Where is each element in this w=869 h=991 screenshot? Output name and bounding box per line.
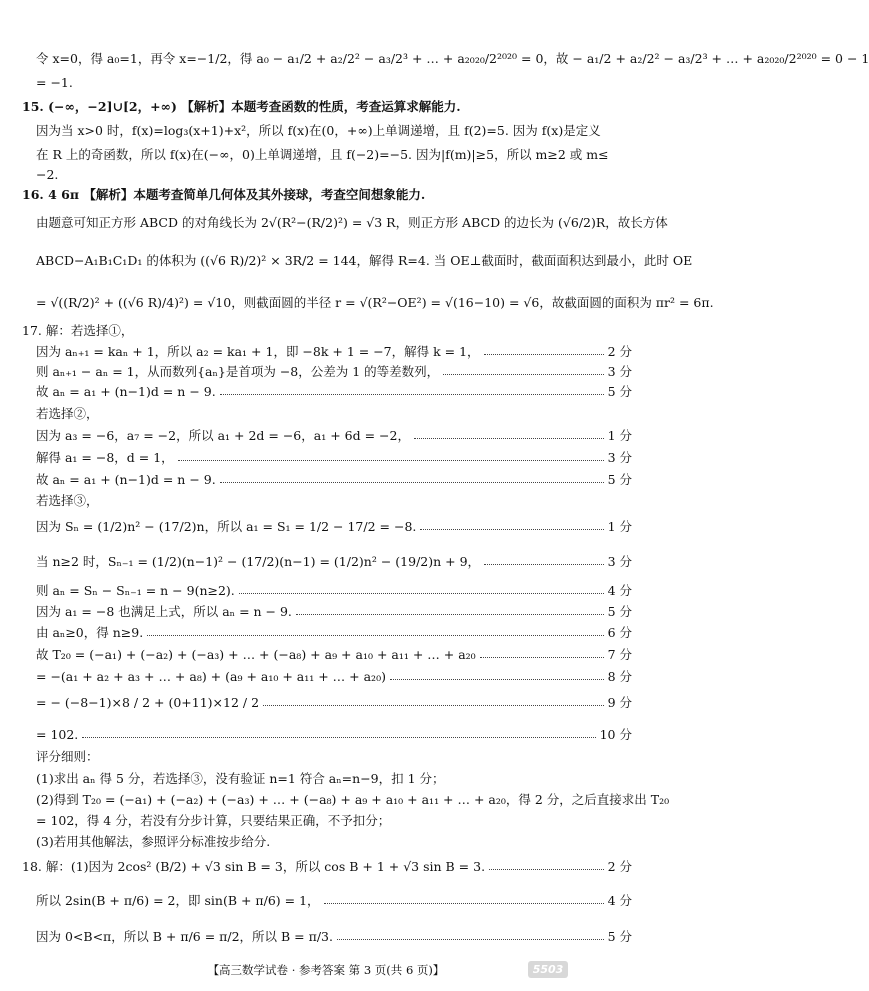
points: 1 分	[607, 519, 632, 534]
line-text: 则 aₙ₊₁ − aₙ = 1，从而数列{aₙ}是首项为 −8，公差为 1 的等差数列，	[36, 364, 440, 379]
leader-dots	[220, 386, 604, 395]
points: 3 分	[607, 554, 632, 569]
leader-dots	[414, 430, 604, 439]
score-line	[36, 449, 632, 467]
line-text: = √((R/2)² + ((√6 R)/4)²) = √10，则截面圆的半径 r = √(R²−OE²) = √(16−10) = √6，故截面圆的面积为 πr² = 6π.	[36, 295, 714, 310]
points: 5 分	[607, 472, 632, 487]
line-text: 15. (−∞，−2]∪[2，+∞) 【解析】本题考查函数的性质，考查运算求解能力.	[22, 99, 461, 114]
line-text: = 102.	[36, 727, 79, 742]
problem-15-line-3	[36, 166, 632, 184]
line-text: 若选择②，	[36, 406, 99, 421]
line-text: 所以 2sin(B + π/6) = 2，即 sin(B + π/6) = 1，	[36, 893, 320, 908]
score-line	[36, 603, 632, 621]
points: 2 分	[607, 859, 632, 874]
grading-note-3	[36, 833, 632, 851]
line-text: ABCD−A₁B₁C₁D₁ 的体积为 ((√6 R)/2)² × 3R/2 = 144，解得 R=4. 当 OE⊥截面时，截面面积达到最小，此时 OE	[36, 253, 693, 268]
line-text: 由题意可知正方形 ABCD 的对角线长为 2√(R²−(R/2)²) = √3 R，则正方形 ABCD 的边长为 (√6/2)R，故长方体	[36, 215, 668, 230]
leader-dots	[489, 861, 604, 870]
line-text: 因为当 x>0 时，f(x)=log₃(x+1)+x²，所以 f(x)在(0，+∞)上单调递增，且 f(2)=5. 因为 f(x)是定义	[36, 123, 601, 138]
line-text: 因为 a₃ = −6，a₇ = −2，所以 a₁ + 2d = −6，a₁ + 6d = −2，	[36, 428, 410, 443]
grading-note-2-cont	[36, 812, 632, 830]
points: 3 分	[607, 364, 632, 379]
line-text: = − (−8−1)×8 / 2 + (0+11)×12 / 2	[36, 695, 260, 710]
points: 5 分	[607, 384, 632, 399]
line-text: 17. 解：若选择①，	[22, 323, 134, 338]
score-line	[36, 553, 632, 571]
problem-16-line-3	[36, 294, 714, 312]
problem-16-line-1	[36, 214, 668, 232]
line-text: 在 R 上的奇函数，所以 f(x)在(−∞，0)上单调递增，且 f(−2)=−5. 因为|f(m)|≥5，所以 m≥2 或 m≤	[36, 147, 609, 162]
line-text: 评分细则：	[36, 749, 99, 764]
score-line	[36, 668, 632, 686]
line-text: 因为 0<B<π，所以 B + π/6 = π/2，所以 B = π/3.	[36, 929, 333, 944]
points: 5 分	[607, 604, 632, 619]
line-text: 解得 a₁ = −8，d = 1，	[36, 450, 174, 465]
line-text: 因为 Sₙ = (1/2)n² − (17/2)n，所以 a₁ = S₁ = 1/2 − 17/2 = −8.	[36, 519, 417, 534]
leader-dots	[443, 366, 603, 375]
problem-15-heading	[22, 98, 632, 116]
line-text: (1)求出 aₙ 得 5 分，若选择③，没有验证 n=1 符合 aₙ=n−9，扣 1 分；	[36, 771, 445, 786]
problem-15-line-2	[36, 146, 632, 164]
problem-15-line-1	[36, 122, 632, 140]
score-line	[36, 726, 632, 744]
leader-dots	[82, 729, 595, 738]
problem-17-heading	[22, 322, 632, 340]
leader-dots	[420, 521, 603, 530]
line-text: 故 T₂₀ = (−a₁) + (−a₂) + (−a₃) + … + (−a₈) + a₉ + a₁₀ + a₁₁ + … + a₂₀	[36, 647, 476, 662]
score-line	[36, 343, 632, 361]
grading-note-1	[36, 770, 632, 788]
line-text: 因为 aₙ₊₁ = kaₙ + 1，所以 a₂ = ka₁ + 1，即 −8k + 1 = −7，解得 k = 1，	[36, 344, 480, 359]
line-text: 故 aₙ = a₁ + (n−1)d = n − 9.	[36, 384, 216, 399]
points: 4 分	[607, 893, 632, 908]
line-text: 令 x=0，得 a₀=1，再令 x=−1/2，得 a₀ − a₁/2 + a₂/2² − a₃/2³ + … + a₂₀₂₀/2²⁰²⁰ = 0，故 − a₁/2 + a₂/2² − a₃/2³ + … + a₂₀₂₀/2²⁰²⁰ = 0 − 1	[36, 51, 869, 66]
points: 1 分	[607, 428, 632, 443]
points: 7 分	[607, 647, 632, 662]
leader-dots	[484, 556, 604, 565]
line-expansion-tail	[36, 74, 632, 92]
score-line	[36, 694, 632, 712]
score-line	[36, 383, 632, 401]
line-text: 因为 a₁ = −8 也满足上式，所以 aₙ = n − 9.	[36, 604, 292, 619]
score-line	[36, 624, 632, 642]
line-text: 则 aₙ = Sₙ − Sₙ₋₁ = n − 9(n≥2).	[36, 583, 235, 598]
line-text: 若选择③，	[36, 493, 99, 508]
problem-16-line-2	[36, 252, 693, 270]
line-text: = 102，得 4 分，若没有分步计算，只要结果正确，不予扣分；	[36, 813, 391, 828]
line-text: (2)得到 T₂₀ = (−a₁) + (−a₂) + (−a₃) + … + (−a₈) + a₉ + a₁₀ + a₁₁ + … + a₂₀，得 2 分，之后直接求出 T₂₀	[36, 792, 670, 807]
line-text: 18. 解：(1)因为 2cos² (B/2) + √3 sin B = 3，所以 cos B + 1 + √3 sin B = 3.	[22, 859, 486, 874]
score-line	[36, 928, 632, 946]
line-text: −2.	[36, 167, 59, 182]
problem-16-heading	[22, 186, 632, 204]
score-line	[36, 518, 632, 536]
points: 3 分	[607, 450, 632, 465]
line-expansion-result	[36, 50, 869, 68]
leader-dots	[337, 931, 604, 940]
score-line	[36, 582, 632, 600]
line-text: 故 aₙ = a₁ + (n−1)d = n − 9.	[36, 472, 216, 487]
leader-dots	[178, 452, 604, 461]
points: 4 分	[607, 583, 632, 598]
line-text: 由 aₙ≥0，得 n≥9.	[36, 625, 144, 640]
points: 6 分	[607, 625, 632, 640]
leader-dots	[147, 627, 603, 636]
line-text: 当 n≥2 时，Sₙ₋₁ = (1/2)(n−1)² − (17/2)(n−1) = (1/2)n² − (19/2)n + 9，	[36, 554, 481, 569]
leader-dots	[480, 649, 604, 658]
points: 8 分	[607, 669, 632, 684]
line-text: = −(a₁ + a₂ + a₃ + … + a₈) + (a₉ + a₁₀ + a₁₁ + … + a₂₀)	[36, 669, 386, 684]
leader-dots	[484, 346, 604, 355]
score-line	[36, 646, 632, 664]
code-stamp: 5503	[528, 961, 568, 978]
score-line	[36, 427, 632, 445]
leader-dots	[263, 697, 604, 706]
score-line	[36, 471, 632, 489]
leader-dots	[324, 895, 604, 904]
score-line	[22, 858, 632, 876]
line-text: (3)若用其他解法，参照评分标准按步给分.	[36, 834, 271, 849]
option-2-heading	[36, 405, 632, 423]
points: 5 分	[607, 929, 632, 944]
score-line	[36, 363, 632, 381]
score-line	[36, 892, 632, 910]
points: 2 分	[607, 344, 632, 359]
line-text: = −1.	[36, 75, 73, 90]
leader-dots	[220, 474, 604, 483]
leader-dots	[296, 606, 604, 615]
points: 9 分	[607, 695, 632, 710]
leader-dots	[239, 585, 604, 594]
grading-notes-heading	[36, 748, 632, 766]
grading-note-2	[36, 791, 670, 809]
points: 10 分	[599, 727, 632, 742]
line-text: 16. 4 6π 【解析】本题考查简单几何体及其外接球，考查空间想象能力.	[22, 187, 426, 202]
option-3-heading	[36, 492, 632, 510]
leader-dots	[390, 671, 604, 680]
page-footer: 【高三数学试卷 · 参考答案 第 3 页(共 6 页)】	[207, 963, 445, 977]
